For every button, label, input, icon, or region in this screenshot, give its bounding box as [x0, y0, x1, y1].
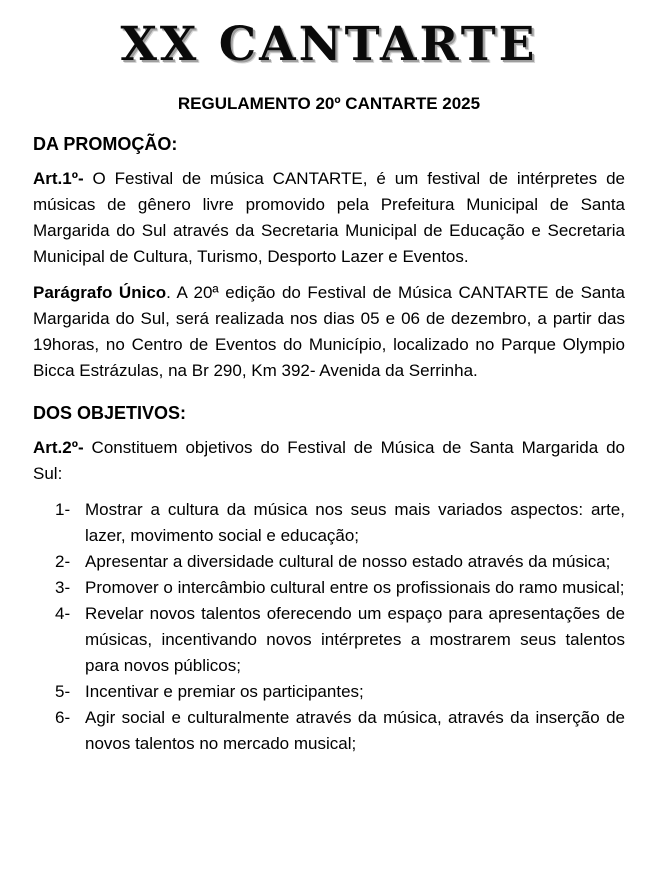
section-dos-objetivos	[33, 401, 625, 757]
paragraph-paragrafo-unico-lead: Parágrafo Único	[33, 283, 167, 302]
list-item-1-text: Mostrar a cultura da música nos seus mais variados aspectos: arte, lazer, movimento social e educação;	[85, 500, 625, 545]
list-item-2	[55, 549, 625, 575]
list-item-4-number: 4-	[55, 604, 71, 623]
list-item-3-text: Promover o intercâmbio cultural entre os profissionais do ramo musical;	[85, 578, 625, 597]
list-item-3-number: 3-	[55, 578, 71, 597]
paragraph-paragrafo-unico	[33, 280, 625, 384]
list-item-6-number: 6-	[55, 708, 71, 727]
list-item-6	[55, 705, 625, 757]
section-heading-da-promocao: DA PROMOÇÃO:	[33, 134, 178, 154]
list-item-1-number: 1-	[55, 500, 71, 519]
paragraph-art1-body: O Festival de música CANTARTE, é um festival de intérpretes de músicas de gênero livre promovido pela Prefeitura Municipal de Santa Margarida do Sul através da Secretaria Municipal de Educação e Secretaria Municipal de Cultura, Turismo, Desporto Lazer e Eventos.	[33, 169, 625, 266]
section-heading-dos-objetivos: DOS OBJETIVOS:	[33, 403, 187, 423]
document-subtitle: REGULAMENTO 20º CANTARTE 2025	[177, 94, 481, 113]
paragraph-art1	[33, 166, 625, 270]
list-item-5-number: 5-	[55, 682, 71, 701]
list-item-5	[55, 679, 625, 705]
list-item-2-text: Apresentar a diversidade cultural de nosso estado através da música;	[85, 552, 611, 571]
list-item-6-text: Agir social e culturalmente através da música, através da inserção de novos talentos no mercado musical;	[85, 708, 625, 753]
paragraph-paragrafo-unico-body: . A 20ª edição do Festival de Música CANTARTE de Santa Margarida do Sul, será realizada nos dias 05 e 06 de dezembro, a partir das 19horas, no Centro de Eventos do Município, localizado no Parque Olympio Bicca Estrázulas, na Br 290, Km 392- Avenida da Serrinha.	[33, 283, 625, 380]
list-item-2-number: 2-	[55, 552, 71, 571]
list-item-4	[55, 601, 625, 679]
paragraph-art2-body: Constituem objetivos do Festival de Música de Santa Margarida do Sul:	[33, 438, 625, 483]
list-item-5-text: Incentivar e premiar os participantes;	[85, 682, 364, 701]
paragraph-art2-lead: Art.2º-	[33, 438, 84, 457]
document-title: XX CANTARTE	[120, 17, 538, 72]
section-da-promocao	[33, 132, 625, 384]
paragraph-art1-lead: Art.1º-	[33, 169, 84, 188]
objectives-list	[55, 497, 625, 757]
paragraph-art2	[33, 435, 625, 487]
list-item-3	[55, 575, 625, 601]
list-item-4-text: Revelar novos talentos oferecendo um espaço para apresentações de músicas, incentivando novos intérpretes a mostrarem seus talentos para novos públicos;	[85, 604, 625, 675]
list-item-1	[55, 497, 625, 549]
